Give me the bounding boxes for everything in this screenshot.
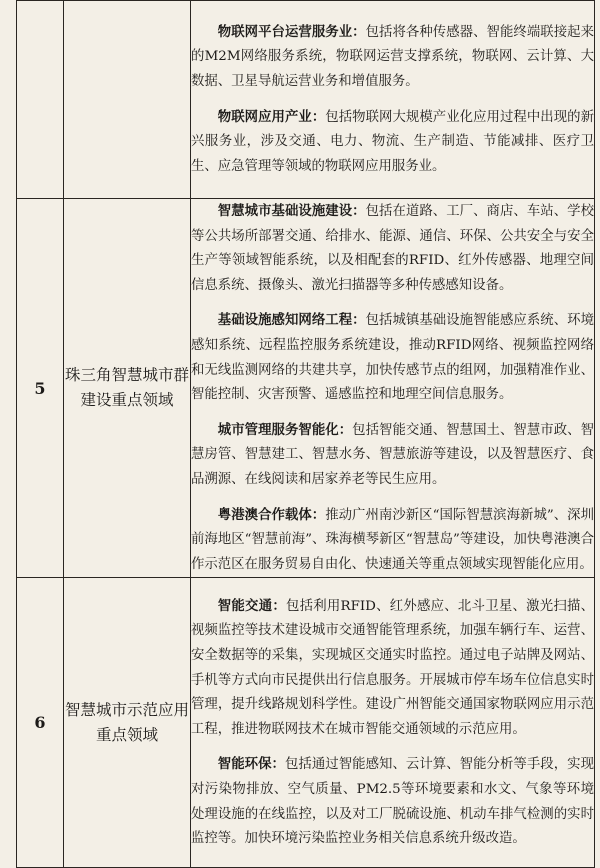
paragraph-text: 包括智能交通、智慧国土、智慧市政、智慧房管、智慧建工、智慧水务、智慧旅游等建设，以及智慧医疗、食品溯源、在线阅读和居家养老等民生应用。 — [191, 422, 594, 487]
row-description — [191, 578, 595, 868]
table-row — [17, 1, 595, 199]
row-area — [64, 1, 191, 199]
row-number: 6 — [17, 578, 64, 868]
paragraph-text: 推动广州南沙新区“国际智慧滨海新城”、深圳前海地区“智慧前海”、珠海横琴新区“智慧岛”等建设，加快粤港澳合作示范区在服务贸易自由化、快速通关等重点领域实现智能化应用。 — [191, 507, 594, 572]
description-paragraph — [191, 594, 594, 743]
description-paragraph — [191, 752, 594, 851]
paragraph-text: 包括城镇基础设施智能感应系统、环境感知系统、远程监控服务系统建设，推动RFID网络、视频监控网络和无线监测网络的共建共享，加快传感节点的组网，加强精准作业、智能控制、灾害预警、遥感监控和地理空间信息服务。 — [191, 313, 594, 403]
paragraph-text: 包括在道路、工厂、商店、车站、学校等公共场所部署交通、给排水、能源、通信、环保、公共安全与安全生产等领域智能系统，以及相配套的RFID、红外传感器、地理空间信息系统、摄像头、激光扫描器等多种传感感知设备。 — [191, 204, 594, 293]
paragraph-heading: 物联网应用产业： — [217, 108, 326, 125]
row-area: 智慧城市示范应用重点领域 — [64, 578, 191, 868]
paragraph-heading: 智能交通： — [217, 597, 286, 614]
row-number — [17, 1, 64, 199]
row-area: 珠三角智慧城市群建设重点领域 — [64, 199, 191, 578]
table-row — [17, 199, 595, 578]
paragraph-text: 包括物联网大规模产业化应用过程中出现的新兴服务业，涉及交通、电力、物流、生产制造、节能减排、医疗卫生、应急管理等领域的物联网应用服务业。 — [191, 109, 594, 174]
description-paragraph — [191, 308, 594, 407]
paragraph-heading: 城市管理服务智能化： — [217, 421, 353, 438]
paragraph-text: 包括将各种传感器、智能终端联接起来的M2M网络服务系统，物联网运营支撑系统，物联网、云计算、大数据、卫星导航运营业务和增值服务。 — [191, 24, 594, 89]
paragraph-heading: 物联网平台运营服务业： — [217, 23, 366, 40]
description-paragraph — [191, 503, 594, 578]
row-description — [191, 1, 595, 199]
description-paragraph — [191, 418, 594, 493]
row-description — [191, 199, 595, 578]
description-paragraph — [191, 105, 594, 180]
description-paragraph — [191, 199, 594, 298]
key-areas-table — [16, 0, 595, 868]
paragraph-heading: 粤港澳合作载体： — [217, 506, 326, 523]
row-number: 5 — [17, 199, 64, 578]
paragraph-heading: 基础设施感知网络工程： — [217, 312, 366, 329]
paragraph-text: 包括通过智能感知、云计算、智能分析等手段，实现对污染物排放、空气质量、PM2.5等环境要素和水文、气象等环境处理设施的在线监控，以及对工厂脱硫设施、机动车排气检测的实时监控等。加快环境污染监控业务相关信息系统升级改造。 — [191, 757, 594, 847]
paragraph-heading: 智慧城市基础设施建设： — [217, 203, 366, 219]
table-row — [17, 578, 595, 868]
description-paragraph — [191, 20, 594, 95]
paragraph-heading: 智能环保： — [217, 756, 285, 773]
paragraph-text: 包括利用RFID、红外感应、北斗卫星、激光扫描、视频监控等技术建设城市交通智能管理系统，加强车辆行车、运营、安全数据等的采集，实现城区交通实时监控。通过电子站牌及网站、手机等方式向市民提供出行信息服务。开展城市停车场车位信息实时管理，提升线路规划科学性。建设广州智能交通国家物联网应用示范工程，推进物联网技术在城市智能交通领域的示范应用。 — [191, 598, 595, 737]
